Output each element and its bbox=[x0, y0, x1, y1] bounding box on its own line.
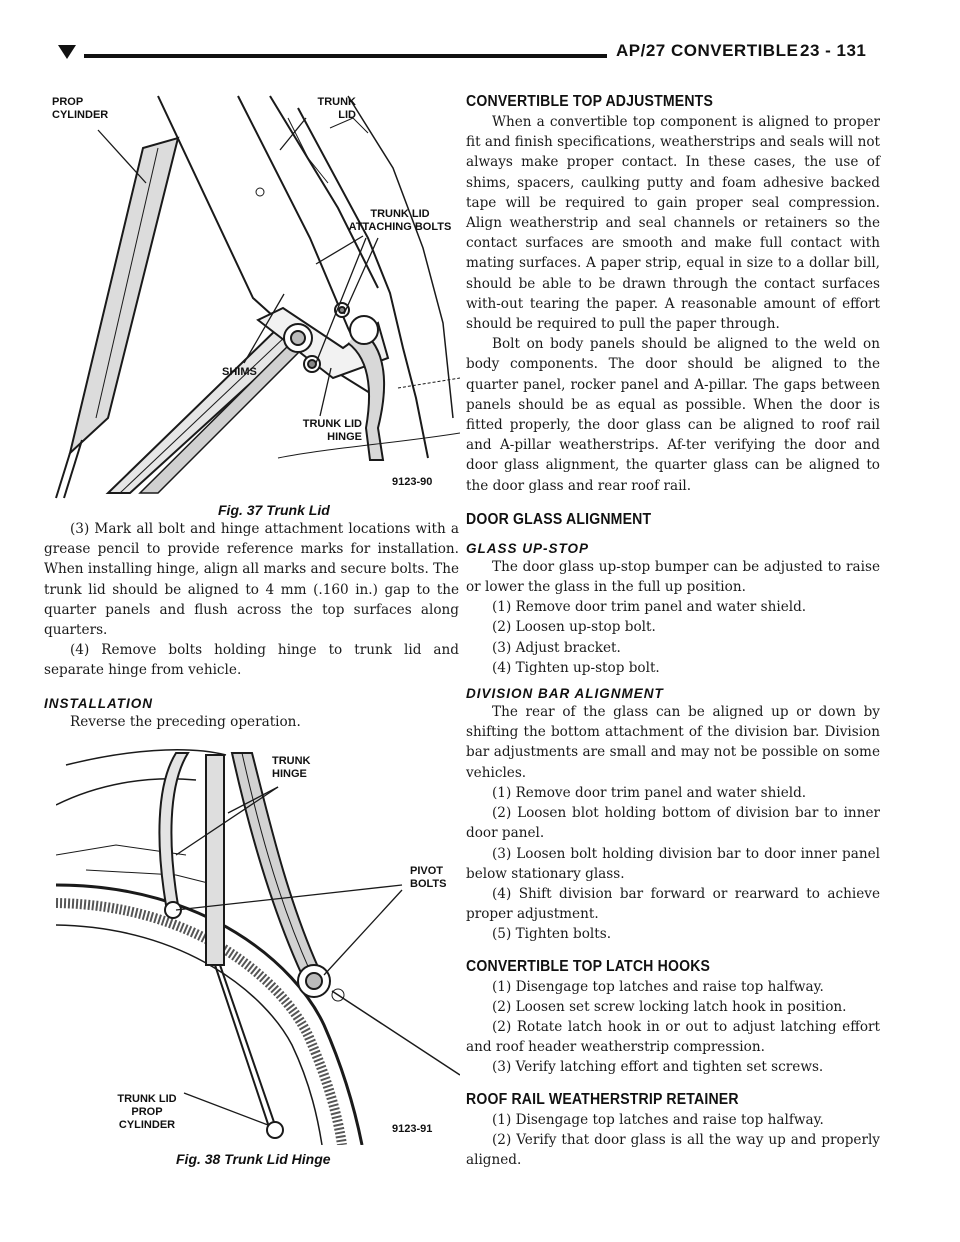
glass-upstop-heading: GLASS UP-STOP bbox=[466, 540, 590, 556]
label-trunk-lid-attaching-bolts: TRUNK LID ATTACHING BOLTS bbox=[348, 208, 452, 233]
step-4-remove-bolts: (4) Remove bolts holding hinge to trunk lid and separate hinge from vehicle. bbox=[44, 642, 459, 679]
roof-rail-step: (2) Verify that door glass is all the way up and properly aligned. bbox=[466, 1131, 880, 1168]
right-column bbox=[466, 92, 880, 1170]
figure-37-code: 9123-90 bbox=[392, 476, 433, 488]
latch-hooks-step: (3) Verify latching effort and tighten set screws. bbox=[492, 1059, 824, 1076]
door-glass-alignment-heading: DOOR GLASS ALIGNMENT bbox=[466, 510, 652, 528]
installation-text: Reverse the preceding operation. bbox=[70, 713, 301, 730]
figure-38-code: 9123-91 bbox=[392, 1123, 433, 1135]
figure-37-caption: Fig. 37 Trunk Lid bbox=[218, 502, 330, 518]
division-bar-step: (1) Remove door trim panel and water shield. bbox=[492, 784, 807, 801]
roof-rail-weatherstrip-retainer-heading: ROOF RAIL WEATHERSTRIP RETAINER bbox=[466, 1090, 739, 1108]
glass-upstop-step: (3) Adjust bracket. bbox=[492, 639, 621, 656]
glass-upstop-text: The door glass up-stop bumper can be adjusted to raise or lower the glass in the full up position. bbox=[466, 558, 880, 596]
label-prop-cylinder: PROP CYLINDER bbox=[52, 96, 109, 121]
label-shims: SHIMS bbox=[222, 366, 257, 378]
glass-upstop-step: (2) Loosen up-stop bolt. bbox=[492, 619, 656, 636]
glass-upstop-step: (4) Tighten up-stop bolt. bbox=[492, 659, 660, 676]
convertible-top-latch-hooks-heading: CONVERTIBLE TOP LATCH HOOKS bbox=[466, 957, 711, 975]
left-column bbox=[44, 519, 459, 732]
adjustments-paragraph-2: Bolt on body panels should be aligned to the weld on body components. The door should be aligned to the quarter panel, rocker panel and A-pillar. The gaps between panels should be as equal as possible. When the door is fitted properly, the door glass can be aligned to roof rail and A-pillar weatherstrips. Af-ter verifying the door and door glass alignment, the quarter glass can be aligned to the door glass and rear roof rail. bbox=[466, 336, 880, 494]
label-trunk-lid-hinge: TRUNK LID HINGE bbox=[302, 418, 362, 443]
figure-37-trunk-lid bbox=[48, 88, 460, 500]
page-number: 23 - 131 bbox=[800, 41, 867, 60]
adjustments-paragraph-1: When a convertible top component is aligned to proper fit and finish specifications, weatherstrips and seals will not always make proper contact. In these cases, the use of shims, spacers, caulking putty and foam adhesive backed tape will be required to gain proper seal compression. Align weatherstrip and seal channels or retainers so the contact surfaces are smooth and make full contact with mating surfaces. A paper strip, equal in size to a dollar bill, should be able to be drawn through the contact surfaces with-out tearing the paper. A reasonable amount of effort should be required to pull the paper through. bbox=[466, 114, 880, 333]
label-pivot-bolts: PIVOT BOLTS bbox=[410, 865, 447, 890]
roof-rail-step: (1) Disengage top latches and raise top halfway. bbox=[492, 1111, 824, 1128]
division-bar-alignment-heading: DIVISION BAR ALIGNMENT bbox=[466, 686, 664, 702]
figure-38-caption: Fig. 38 Trunk Lid Hinge bbox=[176, 1151, 331, 1167]
figure-38-trunk-lid-hinge bbox=[56, 745, 460, 1145]
convertible-top-adjustments-heading: CONVERTIBLE TOP ADJUSTMENTS bbox=[466, 93, 714, 110]
header-rule bbox=[84, 54, 607, 58]
latch-hooks-step: (1) Disengage top latches and raise top halfway. bbox=[492, 978, 824, 995]
label-trunk-lid: TRUNK LID bbox=[317, 96, 356, 121]
header-arrow-icon bbox=[58, 45, 76, 59]
latch-hooks-step: (2) Rotate latch hook in or out to adjust latching effort and roof header weatherstrip compression. bbox=[466, 1018, 880, 1056]
trunk-hinge-illustration bbox=[56, 745, 460, 1145]
step-3-mark-locations: (3) Mark all bolt and hinge attachment locations with a grease pencil to provide reference marks for installation. When installing hinge, align all marks and secure bolts. The trunk lid should be aligned to 4 mm (.160 in.) gap to the quarter panels and flush across the top surfaces along quarters. bbox=[44, 521, 459, 639]
division-bar-step: (4) Shift division bar forward or rearward to achieve proper adjustment. bbox=[466, 885, 880, 923]
installation-heading: INSTALLATION bbox=[44, 695, 153, 711]
latch-hooks-step: (2) Loosen set screw locking latch hook in position. bbox=[492, 998, 847, 1015]
label-trunk-hinge: TRUNK HINGE bbox=[272, 755, 311, 780]
glass-upstop-step: (1) Remove door trim panel and water shield. bbox=[492, 599, 807, 616]
division-bar-step: (3) Loosen bolt holding division bar to door inner panel below stationary glass. bbox=[466, 845, 880, 882]
division-bar-step: (2) Loosen blot holding bottom of division bar to inner door panel. bbox=[466, 805, 880, 842]
division-bar-step: (5) Tighten bolts. bbox=[492, 926, 612, 943]
trunk-lid-illustration bbox=[48, 88, 460, 500]
label-trunk-lid-prop-cylinder: TRUNK LID PROP CYLINDER bbox=[117, 1093, 177, 1131]
division-bar-text: The rear of the glass can be aligned up or down by shifting the bottom attachment of the division bar. Division bar adjustments are small and may not be possible on some vehicles. bbox=[466, 704, 880, 781]
header-title: AP/27 CONVERTIBLE bbox=[616, 41, 799, 60]
